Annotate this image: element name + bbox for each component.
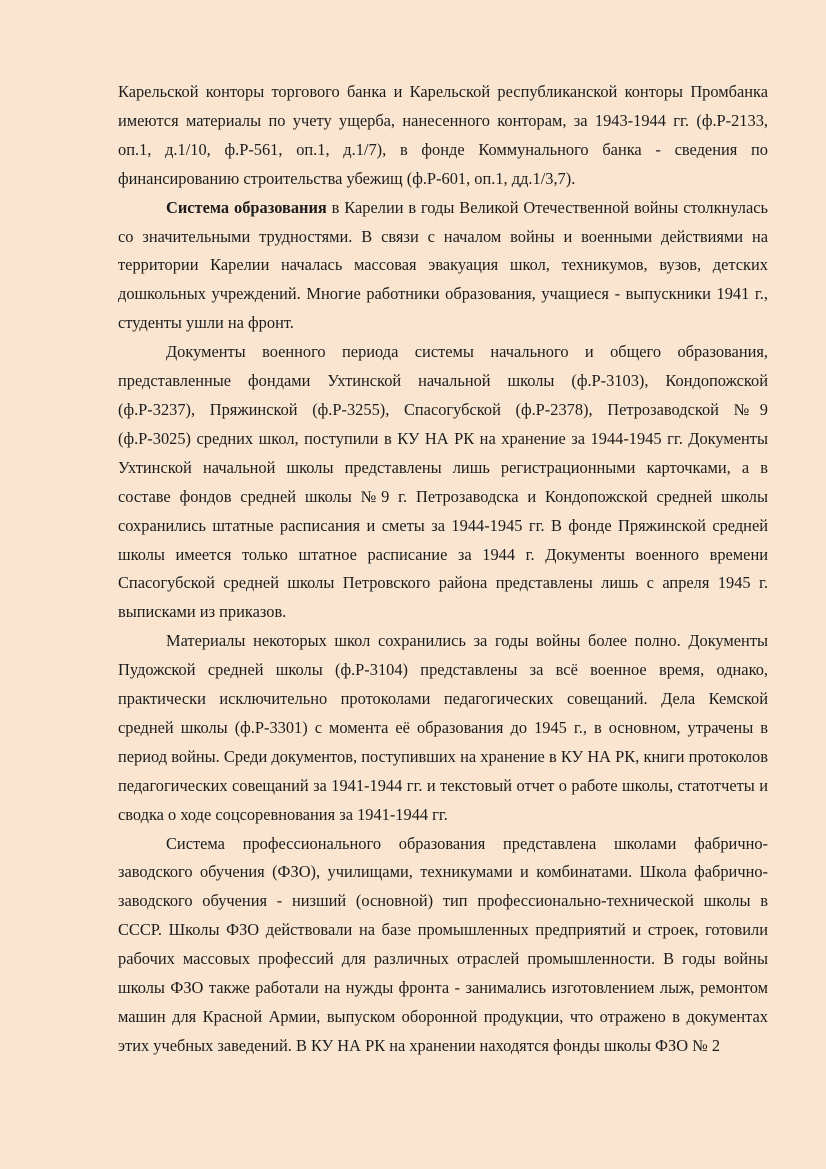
paragraph-text: Материалы некоторых школ сохранились за годы войны более полно. Документы Пудожской средней школы (ф.Р-3104) представлены за всё военное время, однако, практически исключительно протоколами педагогических совещаний. Дела Кемской средней школы (ф.Р-3301) с момента её образования до 1945 г., в основном, утрачены в период войны. Среди документов, поступивших на хранение в КУ НА РК, книги протоколов педагогических совещаний за 1941-1944 гг. и текстовый отчет о работе школы, статотчеты и сводка о ходе соцсоревнования за 1941-1944 гг. — [118, 631, 768, 824]
paragraph-bank-records — [118, 78, 768, 194]
paragraph-text: Документы военного периода системы начального и общего образования, представленные фондами Ухтинской начальной школы (ф.Р-3103), Кондопожской (ф.Р-3237), Пряжинской (ф.Р-3255), Спасогубской (ф.Р-2378), Петрозаводской №9 (ф.Р-3025) средних школ, поступили в КУ НА РК на хранение за 1944-1945 гг. Документы Ухтинской начальной школы представлены лишь регистрационными карточками, а в составе фондов средней школы №9 г. Петрозаводска и Кондопожской средней школы сохранились штатные расписания и сметы за 1944-1945 гг. В фонде Пряжинской средней школы имеется только штатное расписание за 1944 г. Документы военного времени Спасогубской средней школы Петровского района представлены лишь с апреля 1945 г. выписками из приказов. — [118, 342, 768, 622]
document-page — [118, 78, 768, 1061]
paragraph-text: Система профессионального образования представлена школами фабрично-заводского обучения (ФЗО), училищами, техникумами и комбинатами. Школа фабрично-заводского обучения - низший (основной) тип профессионально-технической школы в СССР. Школы ФЗО действовали на базе промышленных предприятий и строек, готовили рабочих массовых профессий для различных отраслей промышленности. В годы войны школы ФЗО также работали на нужды фронта - занимались изготовлением лыж, ремонтом машин для Красной Армии, выпуском оборонной продукции, что отражено в документах этих учебных заведений. В КУ НА РК на хранении находятся фонды школы ФЗО № 2 — [118, 833, 768, 1055]
paragraph-school-materials — [118, 627, 768, 829]
paragraph-lead-bold: Система образования — [166, 197, 327, 217]
paragraph-text: в Карелии в годы Великой Отечественной войны столкнулась со значительными трудностями. В связи с началом войны и военными действиями на территории Карелии началась массовая эвакуация школ, техникумов, вузов, детских дошкольных учреждений. Многие работники образования, учащиеся - выпускники 1941 г., студенты ушли на фронт. — [118, 197, 768, 333]
paragraph-vocational-education — [118, 830, 768, 1061]
paragraph-primary-general-education — [118, 338, 768, 627]
paragraph-education-system — [118, 194, 768, 339]
paragraph-text: Карельской конторы торгового банка и Карельской республиканской конторы Промбанка имеются материалы по учету ущерба, нанесенного конторам, за 1943-1944 гг. (ф.Р-2133, оп.1, д.1/10, ф.Р-561, оп.1, д.1/7), в фонде Коммунального банка - сведения по финансированию строительства убежищ (ф.Р-601, оп.1, дд.1/3,7). — [118, 82, 768, 188]
